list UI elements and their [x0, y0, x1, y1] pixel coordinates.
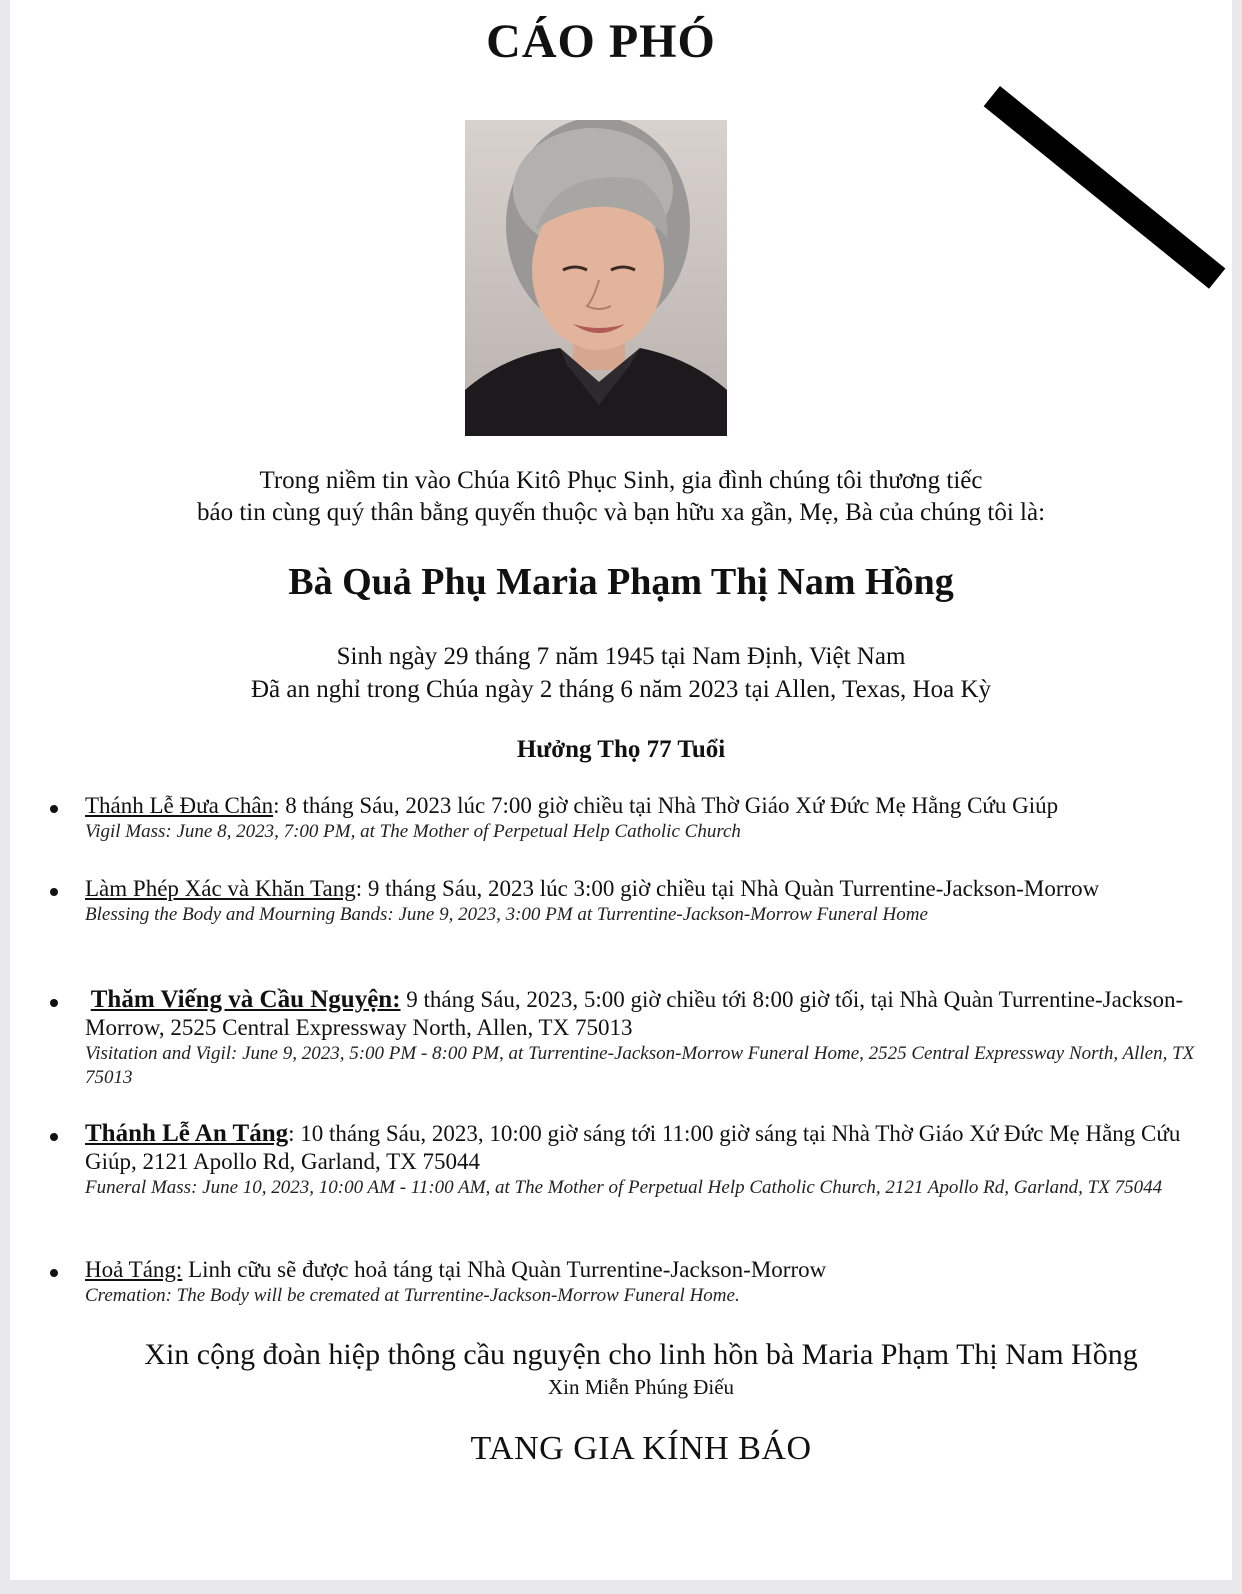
event-blessing-body [85, 875, 1195, 927]
birth-line: Sinh ngày 29 tháng 7 năm 1945 tại Nam Định, Việt Nam [336, 643, 906, 670]
deceased-name: Bà Quả Phụ Maria Phạm Thị Nam Hồng [288, 561, 954, 603]
death-line: Đã an nghỉ trong Chúa ngày 2 tháng 6 năm 2023 tại Allen, Texas, Hoa Kỳ [250, 676, 991, 703]
event-label: Làm Phép Xác và Khăn Tang [85, 876, 356, 901]
event-details-vi: Linh cữu sẽ được hoả táng tại Nhà Quàn Turrentine-Jackson-Morrow [182, 1257, 827, 1282]
event-details-en: Funeral Mass: June 10, 2023, 10:00 AM - 11:00 AM, at The Mother of Perpetual Help Catholic Church, 2121 Apollo Rd, Garland, TX 75044 [85, 1177, 1163, 1198]
event-details-vi: 9 tháng Sáu, 2023, 5:00 giờ chiều tới 8:00 giờ tối, tại Nhà Quàn Turrentine-Jackson-Morrow, 2525 Central Expressway North, Allen, TX 75013 [85, 987, 1184, 1040]
obituary-page [10, 0, 1232, 1580]
event-details-vi: : 9 tháng Sáu, 2023 lúc 3:00 giờ chiều tại Nhà Quàn Turrentine-Jackson-Morrow [355, 876, 1100, 901]
bullet-icon [50, 888, 58, 896]
bullet-icon [50, 1133, 58, 1141]
page-title: CÁO PHÓ [486, 15, 716, 68]
event-label: Thăm Viếng và Cầu Nguyện: [90, 986, 401, 1013]
intro-line-1: Trong niềm tin vào Chúa Kitô Phục Sinh, gia đình chúng tôi thương tiếc [259, 467, 983, 494]
closing-prayer: Xin cộng đoàn hiệp thông cầu nguyện cho linh hồn bà Maria Phạm Thị Nam Hồng [144, 1338, 1138, 1371]
event-cremation [85, 1256, 1195, 1308]
portrait-photo [465, 120, 727, 436]
event-vigil-mass [85, 792, 1195, 844]
event-label: Hoả Táng: [85, 1257, 183, 1282]
event-details-en: Cremation: The Body will be cremated at Turrentine-Jackson-Morrow Funeral Home. [85, 1285, 740, 1306]
family-signature: TANG GIA KÍNH BÁO [470, 1430, 812, 1467]
event-details-en: Visitation and Vigil: June 9, 2023, 5:00 PM - 8:00 PM, at Turrentine-Jackson-Morrow Funeral Home, 2525 Central Expressway North, Allen, TX 75013 [85, 1043, 1195, 1088]
event-label: Thánh Lễ Đưa Chân [85, 793, 274, 818]
event-details-vi: : 8 tháng Sáu, 2023 lúc 7:00 giờ chiều tại Nhà Thờ Giáo Xứ Đức Mẹ Hằng Cứu Giúp [273, 793, 1059, 818]
mourning-band-ribbon [984, 86, 1226, 289]
bullet-icon [50, 999, 58, 1007]
life-dates [10, 640, 1232, 706]
intro-line-2: báo tin cùng quý thân bằng quyến thuộc và bạn hữu xa gần, Mẹ, Bà của chúng tôi là: [196, 499, 1046, 526]
bullet-icon [50, 805, 58, 813]
event-details-en: Blessing the Body and Mourning Bands: June 9, 2023, 3:00 PM at Turrentine-Jackson-Morrow Funeral Home [85, 904, 928, 925]
age-line: Hưởng Thọ 77 Tuổi [516, 736, 726, 763]
event-visitation [85, 986, 1195, 1090]
no-flowers-note: Xin Miễn Phúng Điếu [547, 1375, 735, 1399]
event-label: Thánh Lễ An Táng [85, 1120, 289, 1147]
event-details-en: Vigil Mass: June 8, 2023, 7:00 PM, at The Mother of Perpetual Help Catholic Church [85, 821, 741, 842]
bullet-icon [50, 1269, 58, 1277]
event-details-vi: : 10 tháng Sáu, 2023, 10:00 giờ sáng tới 11:00 giờ sáng tại Nhà Thờ Giáo Xứ Đức Mẹ Hằng Cứu Giúp, 2121 Apollo Rd, Garland, TX 75044 [85, 1121, 1181, 1174]
intro-text [10, 465, 1232, 529]
event-funeral-mass [85, 1120, 1195, 1200]
